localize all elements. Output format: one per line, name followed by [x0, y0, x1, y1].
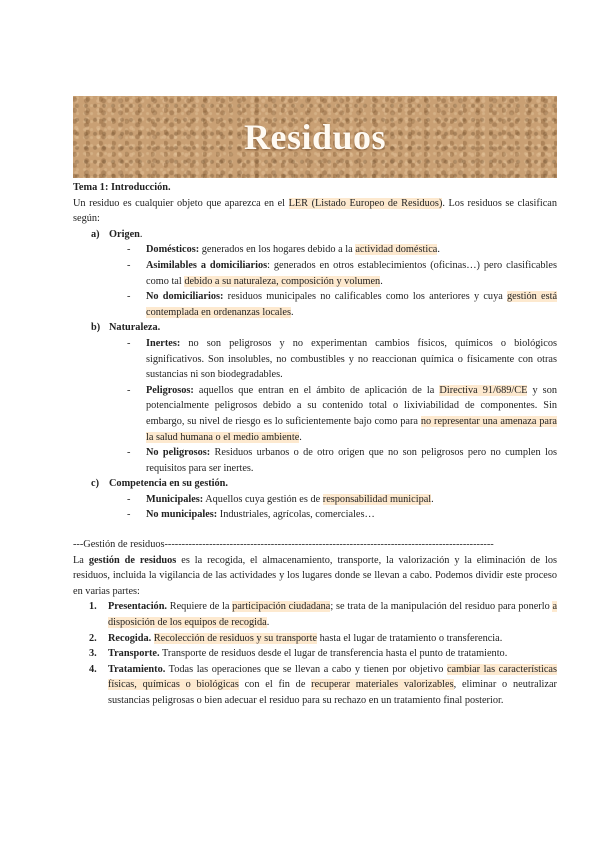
page-title: Residuos [243, 117, 387, 157]
list-item: - Inertes: no son peligrosos y no experimentan cambios físicos, químicos o biológicos significativos. Son insolubles, no combustibles y no reaccionan química o físicamente con otras sustancias ni son biodegradables. [127, 337, 557, 381]
section-heading: Tema 1: Introducción. [73, 182, 171, 193]
list-heading-competencia: c) Competencia en su gestión. [91, 478, 228, 490]
title-banner [73, 96, 557, 178]
list-item: - Asimilables a domiciliarios: generados en otros establecimientos (oficinas…) pero clasificables como tal debido a su naturaleza, composición y volumen. [127, 259, 557, 287]
numbered-item: 4. Tratamiento. Todas las operaciones que se llevan a cabo y tienen por objetivo cambiar las características físicas, químicas o biológicas con el fin de recuperar materiales valorizables, eliminar o neutralizar sustancias peligrosas o bien adecuar el residuo para su rechazo en un tratamiento final posterior. [89, 663, 557, 706]
list-item: - Domésticos: generados en los hogares debido a la actividad doméstica. [127, 244, 440, 256]
list-item: - No municipales: Industriales, agrícolas, comerciales… [127, 509, 375, 521]
list-item: - No domiciliarios: residuos municipales no calificables como los anteriores y cuya gestión está contemplada en ordenanzas locales. [127, 291, 558, 318]
numbered-item: 3. Transporte. Transporte de residuos desde el lugar de transferencia hasta el punto de tratamiento. [89, 648, 508, 660]
list-item: - Municipales: Aquellos cuya gestión es de responsabilidad municipal. [127, 493, 434, 505]
list-item: - Peligrosos: aquellos que entran en el ámbito de aplicación de la Directiva 91/689/CE y son potencialmente peligrosos debido a su contenido total o lixiviabilidad de componentes. Sin embargo, su nivel de riesgo es lo suficientemente bajo como para no representar una amenaza para la salud humana o el medio ambiente. [127, 384, 557, 443]
list-item: - No peligrosos: Residuos urbanos o de otro origen que no son peligrosos pero no cumplen los requisitos para ser inertes. [127, 447, 557, 474]
numbered-item: 1. Presentación. Requiere de la participación ciudadana; se trata de la manipulación del residuo para ponerlo a disposición de los equipos de recogida. [89, 601, 558, 629]
document-body [73, 180, 557, 709]
gestion-paragraph: La gestión de residuos es la recogida, el almacenamiento, transporte, la valorización y la eliminación de los residuos, incluida la vigilancia de las actividades y los lugares donde se llevan a cabo. Podemos dividir este proceso en varias partes: [73, 554, 557, 597]
numbered-item: 2. Recogida. Recolección de residuos y su transporte hasta el lugar de tratamiento o transferencia. [89, 632, 503, 644]
section-separator: ---Gestión de residuos------------------------------------------------------------------------------------------------ [73, 539, 494, 551]
list-heading-naturaleza: b) Naturaleza. [91, 322, 161, 334]
list-heading-origen: a) Origen. [91, 228, 143, 240]
intro-paragraph: Un residuo es cualquier objeto que aparezca en el LER (Listado Europeo de Residuos). Los residuos se clasifican según: [73, 197, 557, 225]
